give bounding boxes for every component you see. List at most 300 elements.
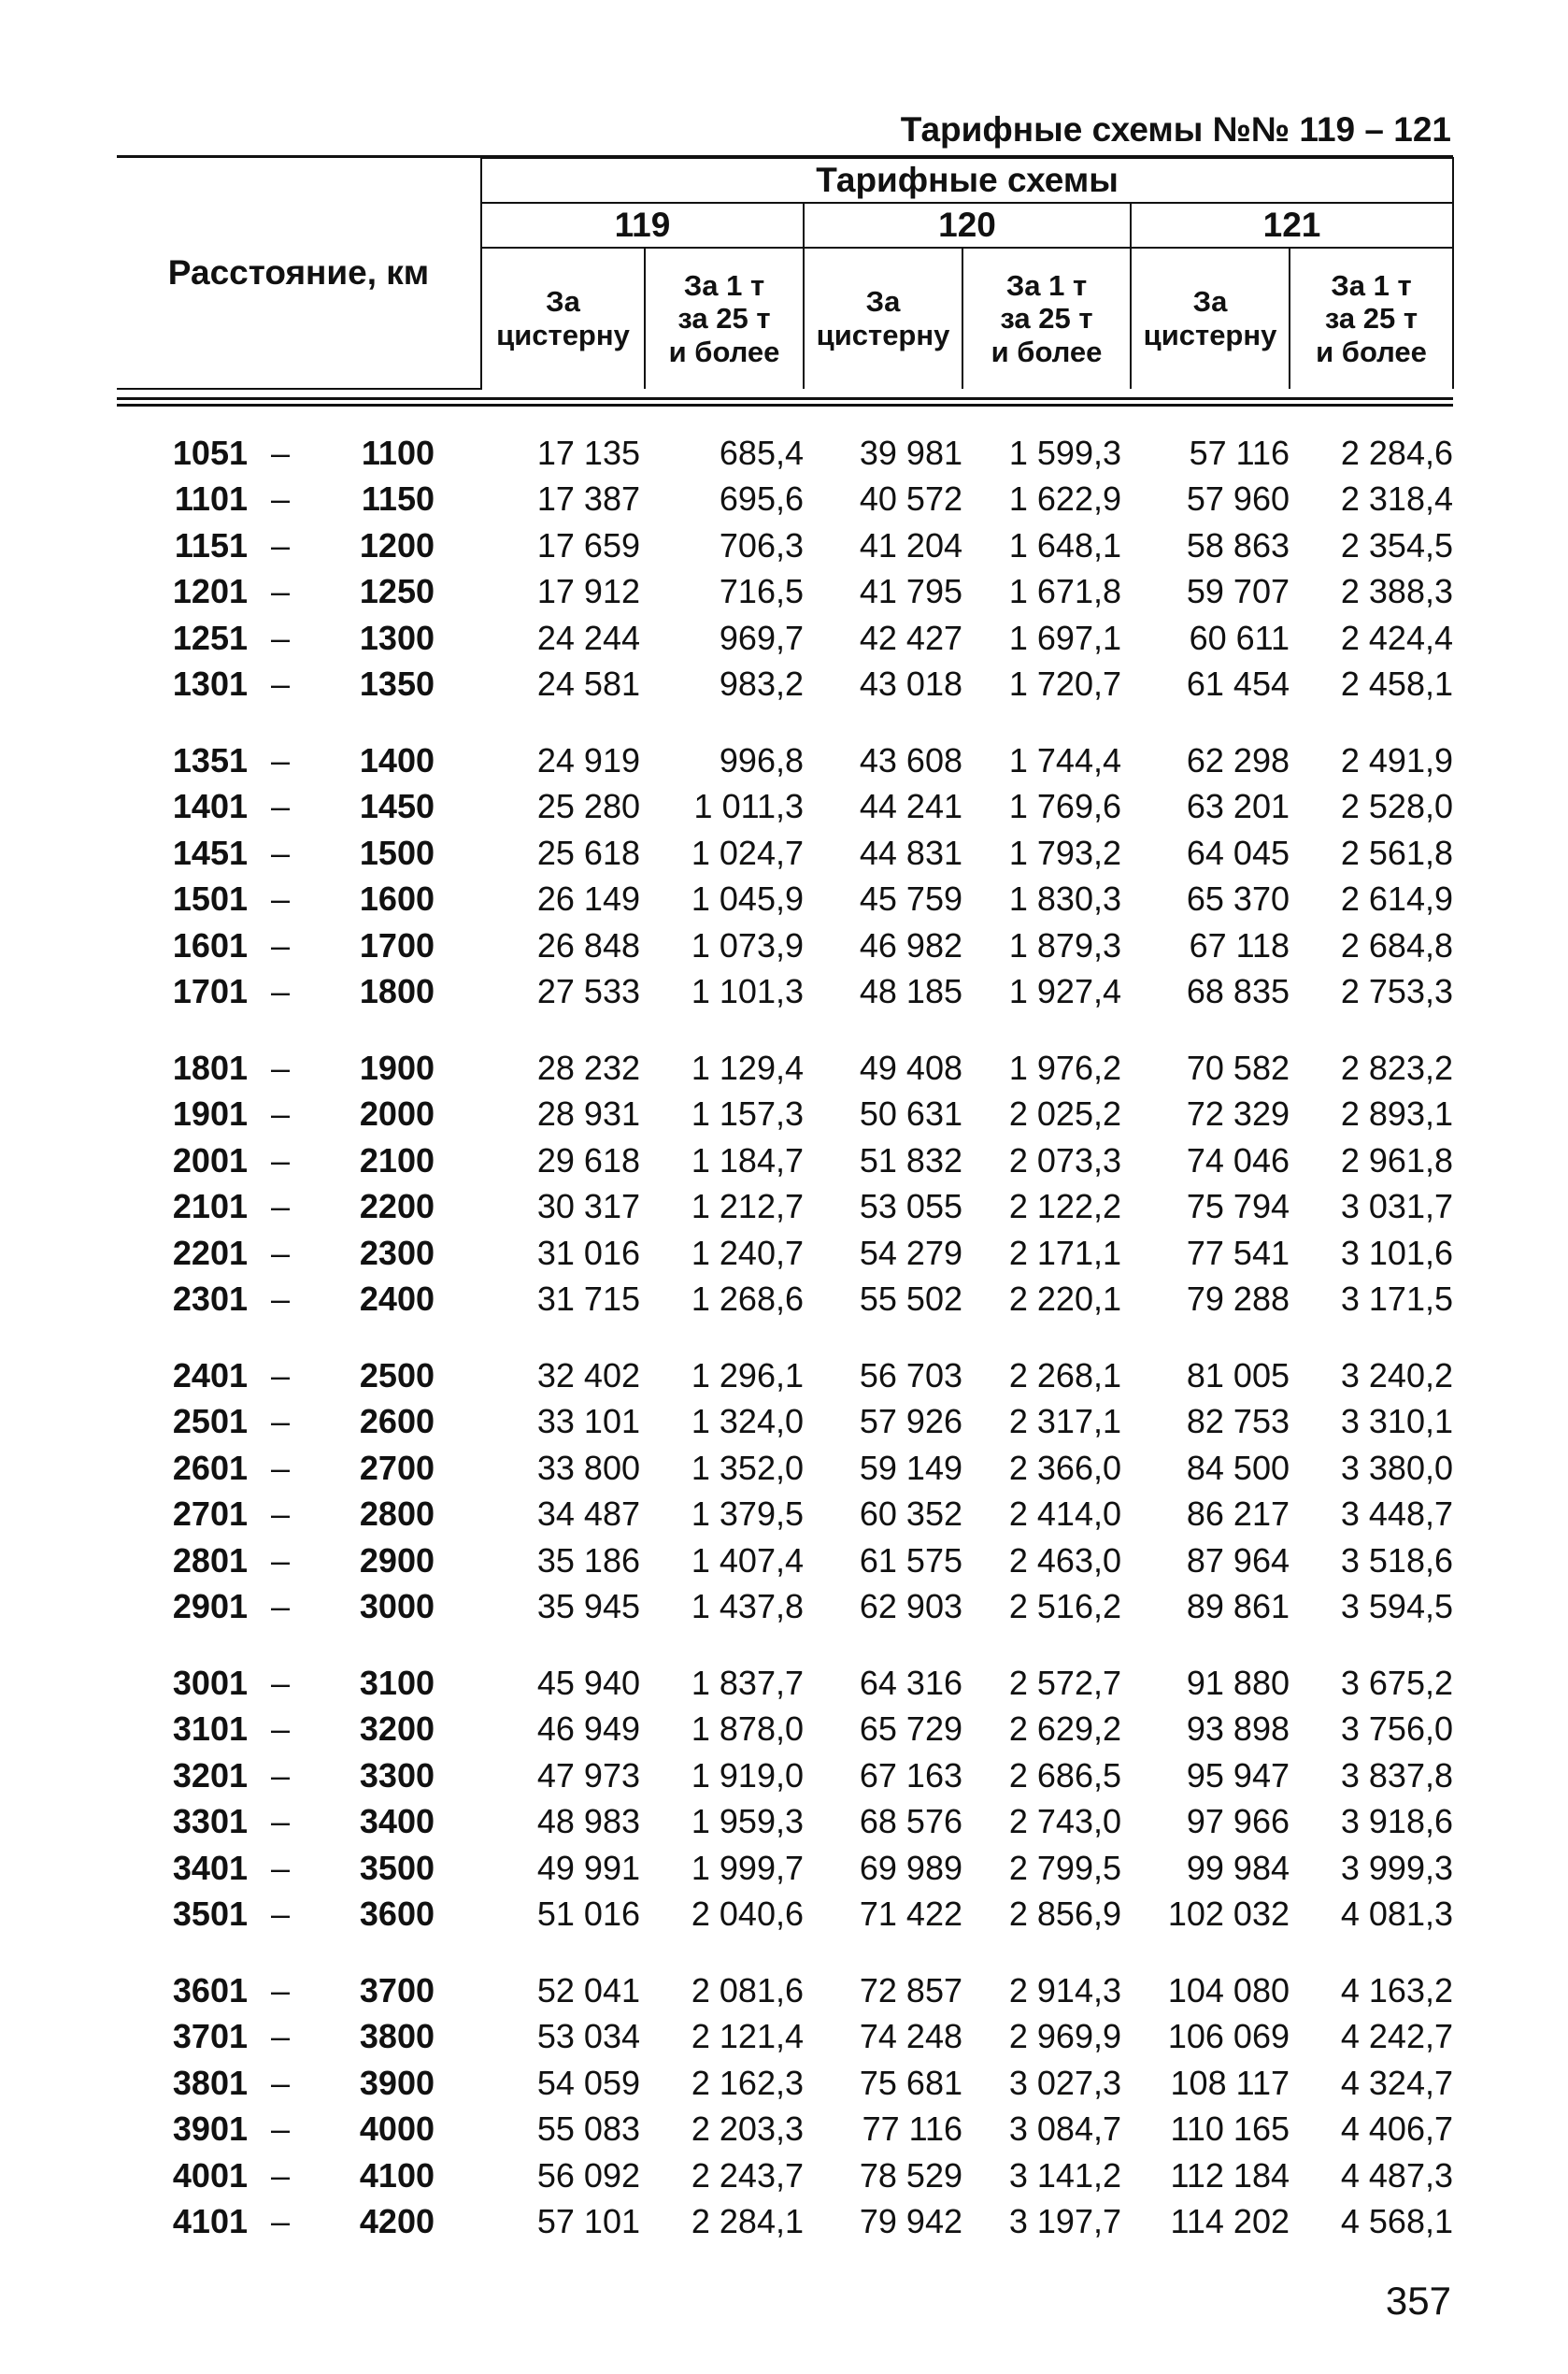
tariff-value: 2 122,2 bbox=[1008, 1187, 1121, 1226]
tariff-value: 89 861 bbox=[1186, 1587, 1290, 1626]
distance-to: 3400 bbox=[359, 1802, 435, 1841]
tariff-value: 25 618 bbox=[536, 833, 640, 872]
tariff-value: 2 561,8 bbox=[1340, 833, 1453, 872]
tariff-value: 35 186 bbox=[536, 1540, 640, 1580]
tariff-value: 93 898 bbox=[1186, 1709, 1290, 1749]
tariff-value: 55 083 bbox=[536, 2109, 640, 2149]
table-row bbox=[117, 615, 1453, 662]
distance-dash: – bbox=[270, 1970, 291, 2009]
distance-from: 1251 bbox=[172, 618, 248, 657]
tariff-value: 104 080 bbox=[1167, 1970, 1290, 2009]
table-row bbox=[117, 1845, 1453, 1892]
table-row bbox=[117, 1660, 1453, 1707]
distance-dash: – bbox=[270, 1233, 291, 1272]
tariff-value: 685,4 bbox=[719, 433, 804, 472]
tariff-value: 3 310,1 bbox=[1340, 1402, 1453, 1441]
tariff-value: 45 940 bbox=[536, 1663, 640, 1702]
distance-dash: – bbox=[270, 2155, 291, 2195]
group-gap bbox=[117, 1323, 1453, 1352]
distance-dash: – bbox=[270, 787, 291, 826]
distance-header: Расстояние, км bbox=[117, 158, 481, 389]
distance-from: 3401 bbox=[172, 1848, 248, 1887]
tariff-value: 2 856,9 bbox=[1008, 1895, 1121, 1934]
tariff-value: 4 163,2 bbox=[1340, 1970, 1453, 2009]
tariff-value: 72 857 bbox=[859, 1970, 962, 2009]
distance-dash: – bbox=[270, 1048, 291, 1087]
distance-to: 4200 bbox=[359, 2202, 435, 2241]
tariff-value: 52 041 bbox=[536, 1970, 640, 2009]
tariff-value: 68 576 bbox=[859, 1802, 962, 1841]
tariff-value: 1 073,9 bbox=[691, 925, 804, 965]
distance-dash: – bbox=[270, 880, 291, 919]
distance-dash: – bbox=[270, 1663, 291, 1702]
table-row bbox=[117, 2152, 1453, 2199]
distance-dash: – bbox=[270, 1709, 291, 1749]
tariff-value: 102 032 bbox=[1167, 1895, 1290, 1934]
tariff-value: 3 027,3 bbox=[1008, 2063, 1121, 2102]
distance-dash: – bbox=[270, 1587, 291, 1626]
tariff-value: 59 707 bbox=[1186, 572, 1290, 611]
tariff-value: 32 402 bbox=[536, 1355, 640, 1394]
tariff-value: 44 831 bbox=[859, 833, 962, 872]
table-row bbox=[117, 2014, 1453, 2061]
tariff-value: 3 918,6 bbox=[1340, 1802, 1453, 1841]
tariff-value: 24 581 bbox=[536, 665, 640, 704]
distance-to: 1500 bbox=[359, 833, 435, 872]
tariff-value: 1 352,0 bbox=[691, 1448, 804, 1487]
tariff-value: 42 427 bbox=[859, 618, 962, 657]
tariff-value: 91 880 bbox=[1186, 1663, 1290, 1702]
tariff-value: 2 268,1 bbox=[1008, 1355, 1121, 1394]
tariff-value: 4 406,7 bbox=[1340, 2109, 1453, 2149]
distance-to: 3100 bbox=[359, 1663, 435, 1702]
tariff-table-body bbox=[117, 430, 1453, 2245]
distance-to: 1250 bbox=[359, 572, 435, 611]
tariff-value: 1 744,4 bbox=[1008, 740, 1121, 779]
distance-from: 2001 bbox=[172, 1140, 248, 1180]
tariff-value: 2 081,6 bbox=[691, 1970, 804, 2009]
distance-to: 2900 bbox=[359, 1540, 435, 1580]
tariff-value: 60 352 bbox=[859, 1494, 962, 1534]
tariff-value: 108 117 bbox=[1170, 2063, 1290, 2102]
distance-to: 1450 bbox=[359, 787, 435, 826]
table-row bbox=[117, 1584, 1453, 1631]
tariff-value: 17 387 bbox=[536, 479, 640, 519]
tariff-value: 78 529 bbox=[859, 2155, 962, 2195]
tariff-value: 79 942 bbox=[859, 2202, 962, 2241]
tariff-value: 3 448,7 bbox=[1340, 1494, 1453, 1534]
table-row bbox=[117, 1492, 1453, 1538]
distance-to: 3800 bbox=[359, 2017, 435, 2056]
tariff-value: 49 408 bbox=[859, 1048, 962, 1087]
tariff-value: 2 171,1 bbox=[1008, 1233, 1121, 1272]
tariff-value: 1 268,6 bbox=[691, 1280, 804, 1319]
tariff-value: 2 961,8 bbox=[1340, 1140, 1453, 1180]
tariff-value: 3 141,2 bbox=[1008, 2155, 1121, 2195]
distance-from: 2801 bbox=[172, 1540, 248, 1580]
distance-to: 2300 bbox=[359, 1233, 435, 1272]
scheme-119-header: 119 bbox=[481, 203, 804, 248]
tariff-value: 2 317,1 bbox=[1008, 1402, 1121, 1441]
tariff-value: 2 969,9 bbox=[1008, 2017, 1121, 2056]
table-row bbox=[117, 1445, 1453, 1492]
tariff-value: 2 073,3 bbox=[1008, 1140, 1121, 1180]
tariff-value: 2 284,6 bbox=[1340, 433, 1453, 472]
tariff-value: 28 931 bbox=[536, 1094, 640, 1134]
distance-to: 1300 bbox=[359, 618, 435, 657]
tariff-value: 2 121,4 bbox=[691, 2017, 804, 2056]
tariff-value: 706,3 bbox=[719, 525, 804, 565]
distance-to: 1900 bbox=[359, 1048, 435, 1087]
table-row bbox=[117, 1967, 1453, 2014]
tariff-value: 63 201 bbox=[1186, 787, 1290, 826]
distance-dash: – bbox=[270, 1895, 291, 1934]
tariff-value: 1 720,7 bbox=[1008, 665, 1121, 704]
table-row bbox=[117, 1399, 1453, 1446]
tariff-value: 1 184,7 bbox=[691, 1140, 804, 1180]
distance-to: 3700 bbox=[359, 1970, 435, 2009]
distance-to: 3900 bbox=[359, 2063, 435, 2102]
tariff-value: 716,5 bbox=[719, 572, 804, 611]
distance-from: 2201 bbox=[172, 1233, 248, 1272]
tariff-value: 3 101,6 bbox=[1340, 1233, 1453, 1272]
distance-from: 2601 bbox=[172, 1448, 248, 1487]
tariff-value: 17 659 bbox=[536, 525, 640, 565]
tariff-value: 64 316 bbox=[859, 1663, 962, 1702]
distance-to: 3000 bbox=[359, 1587, 435, 1626]
distance-to: 3300 bbox=[359, 1755, 435, 1795]
tariff-value: 1 212,7 bbox=[691, 1187, 804, 1226]
tariff-value: 1 837,7 bbox=[691, 1663, 804, 1702]
distance-dash: – bbox=[270, 1402, 291, 1441]
tariff-value: 17 912 bbox=[536, 572, 640, 611]
tariff-value: 2 243,7 bbox=[691, 2155, 804, 2195]
distance-dash: – bbox=[270, 1094, 291, 1134]
distance-dash: – bbox=[270, 972, 291, 1011]
tariff-value: 1 879,3 bbox=[1008, 925, 1121, 965]
table-row bbox=[117, 569, 1453, 616]
tariff-value: 2 629,2 bbox=[1008, 1709, 1121, 1749]
distance-from: 3901 bbox=[172, 2109, 248, 2149]
tariff-value: 35 945 bbox=[536, 1587, 640, 1626]
tariff-table-header bbox=[117, 157, 1454, 390]
table-row bbox=[117, 522, 1453, 569]
distance-from: 1451 bbox=[172, 833, 248, 872]
tariff-value: 2 458,1 bbox=[1340, 665, 1453, 704]
distance-from: 1601 bbox=[172, 925, 248, 965]
tariff-value: 45 759 bbox=[859, 880, 962, 919]
tariff-value: 77 541 bbox=[1186, 1233, 1290, 1272]
tariff-value: 17 135 bbox=[536, 433, 640, 472]
tariff-value: 58 863 bbox=[1186, 525, 1290, 565]
distance-dash: – bbox=[270, 2017, 291, 2056]
tariff-value: 40 572 bbox=[859, 479, 962, 519]
tariff-value: 84 500 bbox=[1186, 1448, 1290, 1487]
tariff-value: 1 671,8 bbox=[1008, 572, 1121, 611]
distance-from: 3301 bbox=[172, 1802, 248, 1841]
distance-to: 1400 bbox=[359, 740, 435, 779]
distance-from: 1101 bbox=[174, 479, 248, 519]
tariff-value: 2 025,2 bbox=[1008, 1094, 1121, 1134]
tariff-value: 53 055 bbox=[859, 1187, 962, 1226]
tariff-value: 2 284,1 bbox=[691, 2202, 804, 2241]
tariff-value: 2 572,7 bbox=[1008, 1663, 1121, 1702]
schemes-header: Тарифные схемы bbox=[481, 158, 1453, 203]
tariff-value: 48 983 bbox=[536, 1802, 640, 1841]
table-row bbox=[117, 2199, 1453, 2246]
table-row bbox=[117, 969, 1453, 1016]
tariff-value: 1 878,0 bbox=[691, 1709, 804, 1749]
tariff-value: 969,7 bbox=[719, 618, 804, 657]
distance-from: 3701 bbox=[172, 2017, 248, 2056]
tariff-value: 31 715 bbox=[536, 1280, 640, 1319]
tariff-value: 95 947 bbox=[1186, 1755, 1290, 1795]
col-tank-119: За цистерну bbox=[481, 248, 645, 389]
distance-dash: – bbox=[270, 1187, 291, 1226]
tariff-value: 55 502 bbox=[859, 1280, 962, 1319]
distance-from: 4101 bbox=[172, 2202, 248, 2241]
tariff-value: 1 324,0 bbox=[691, 1402, 804, 1441]
distance-from: 1801 bbox=[172, 1048, 248, 1087]
tariff-value: 1 379,5 bbox=[691, 1494, 804, 1534]
distance-from: 3601 bbox=[172, 1970, 248, 2009]
tariff-value: 26 848 bbox=[536, 925, 640, 965]
tariff-value: 82 753 bbox=[1186, 1402, 1290, 1441]
tariff-value: 51 016 bbox=[536, 1895, 640, 1934]
tariff-value: 110 165 bbox=[1170, 2109, 1290, 2149]
tariff-value: 2 686,5 bbox=[1008, 1755, 1121, 1795]
tariff-value: 1 437,8 bbox=[691, 1587, 804, 1626]
tariff-value: 3 675,2 bbox=[1340, 1663, 1453, 1702]
tariff-value: 1 011,3 bbox=[693, 787, 804, 826]
tariff-value: 24 919 bbox=[536, 740, 640, 779]
tariff-value: 1 129,4 bbox=[691, 1048, 804, 1087]
distance-to: 2700 bbox=[359, 1448, 435, 1487]
tariff-value: 114 202 bbox=[1170, 2202, 1290, 2241]
tariff-value: 1 830,3 bbox=[1008, 880, 1121, 919]
distance-to: 4100 bbox=[359, 2155, 435, 2195]
distance-dash: – bbox=[270, 740, 291, 779]
tariff-value: 3 197,7 bbox=[1008, 2202, 1121, 2241]
distance-from: 1501 bbox=[172, 880, 248, 919]
table-row bbox=[117, 1352, 1453, 1399]
distance-to: 1150 bbox=[361, 479, 435, 519]
tariff-value: 2 220,1 bbox=[1008, 1280, 1121, 1319]
distance-from: 1701 bbox=[172, 972, 248, 1011]
tariff-value: 1 101,3 bbox=[691, 972, 804, 1011]
tariff-value: 3 594,5 bbox=[1340, 1587, 1453, 1626]
tariff-value: 1 296,1 bbox=[691, 1355, 804, 1394]
table-row bbox=[117, 784, 1453, 831]
distance-from: 2401 bbox=[172, 1355, 248, 1394]
tariff-value: 1 999,7 bbox=[691, 1848, 804, 1887]
page-number: 357 bbox=[1385, 2279, 1451, 2323]
distance-dash: – bbox=[270, 1355, 291, 1394]
distance-dash: – bbox=[270, 433, 291, 472]
table-row bbox=[117, 1092, 1453, 1138]
tariff-value: 2 914,3 bbox=[1008, 1970, 1121, 2009]
distance-dash: – bbox=[270, 1280, 291, 1319]
tariff-value: 4 081,3 bbox=[1340, 1895, 1453, 1934]
distance-dash: – bbox=[270, 1755, 291, 1795]
table-row bbox=[117, 1137, 1453, 1184]
tariff-value: 2 162,3 bbox=[691, 2063, 804, 2102]
distance-from: 3001 bbox=[172, 1663, 248, 1702]
tariff-value: 2 414,0 bbox=[1008, 1494, 1121, 1534]
col-tank-121: За цистерну bbox=[1131, 248, 1290, 389]
tariff-value: 1 793,2 bbox=[1008, 833, 1121, 872]
distance-from: 1051 bbox=[172, 433, 248, 472]
distance-to: 2200 bbox=[359, 1187, 435, 1226]
tariff-value: 2 354,5 bbox=[1340, 525, 1453, 565]
distance-to: 2500 bbox=[359, 1355, 435, 1394]
table-row bbox=[117, 1045, 1453, 1092]
tariff-value: 1 240,7 bbox=[691, 1233, 804, 1272]
tariff-value: 2 753,3 bbox=[1340, 972, 1453, 1011]
table-row bbox=[117, 2060, 1453, 2107]
tariff-value: 2 318,4 bbox=[1340, 479, 1453, 519]
tariff-value: 71 422 bbox=[859, 1895, 962, 1934]
tariff-value: 2 893,1 bbox=[1340, 1094, 1453, 1134]
tariff-value: 47 973 bbox=[536, 1755, 640, 1795]
table-row bbox=[117, 1537, 1453, 1584]
tariff-value: 59 149 bbox=[859, 1448, 962, 1487]
scheme-121-header: 121 bbox=[1131, 203, 1453, 248]
group-gap bbox=[117, 1015, 1453, 1045]
table-row bbox=[117, 1230, 1453, 1277]
tariff-value: 51 832 bbox=[859, 1140, 962, 1180]
distance-dash: – bbox=[270, 833, 291, 872]
distance-dash: – bbox=[270, 525, 291, 565]
table-row bbox=[117, 830, 1453, 877]
tariff-value: 1 919,0 bbox=[691, 1755, 804, 1795]
tariff-value: 2 463,0 bbox=[1008, 1540, 1121, 1580]
table-row bbox=[117, 1892, 1453, 1938]
tariff-value: 53 034 bbox=[536, 2017, 640, 2056]
col-ton-120: За 1 т за 25 т и более bbox=[962, 248, 1131, 389]
tariff-value: 3 171,5 bbox=[1340, 1280, 1453, 1319]
tariff-value: 34 487 bbox=[536, 1494, 640, 1534]
tariff-value: 3 518,6 bbox=[1340, 1540, 1453, 1580]
tariff-value: 2 684,8 bbox=[1340, 925, 1453, 965]
tariff-value: 1 769,6 bbox=[1008, 787, 1121, 826]
distance-to: 1350 bbox=[359, 665, 435, 704]
group-gap bbox=[117, 1938, 1453, 1967]
distance-from: 1901 bbox=[172, 1094, 248, 1134]
tariff-value: 44 241 bbox=[859, 787, 962, 826]
tariff-value: 69 989 bbox=[859, 1848, 962, 1887]
distance-to: 1200 bbox=[359, 525, 435, 565]
distance-dash: – bbox=[270, 1802, 291, 1841]
tariff-value: 43 018 bbox=[859, 665, 962, 704]
tariff-value: 2 040,6 bbox=[691, 1895, 804, 1934]
tariff-value: 1 157,3 bbox=[691, 1094, 804, 1134]
distance-dash: – bbox=[270, 1494, 291, 1534]
distance-dash: – bbox=[270, 1848, 291, 1887]
tariff-value: 983,2 bbox=[719, 665, 804, 704]
distance-to: 2400 bbox=[359, 1280, 435, 1319]
distance-dash: – bbox=[270, 1540, 291, 1580]
distance-from: 3801 bbox=[172, 2063, 248, 2102]
distance-from: 2501 bbox=[172, 1402, 248, 1441]
col-tank-120: За цистерну bbox=[804, 248, 962, 389]
tariff-value: 61 575 bbox=[859, 1540, 962, 1580]
distance-to: 3500 bbox=[359, 1848, 435, 1887]
table-row bbox=[117, 662, 1453, 708]
tariff-value: 79 288 bbox=[1186, 1280, 1290, 1319]
tariff-value: 2 743,0 bbox=[1008, 1802, 1121, 1841]
tariff-value: 54 059 bbox=[536, 2063, 640, 2102]
tariff-value: 112 184 bbox=[1170, 2155, 1290, 2195]
distance-dash: – bbox=[270, 1448, 291, 1487]
tariff-value: 2 203,3 bbox=[691, 2109, 804, 2149]
distance-dash: – bbox=[270, 572, 291, 611]
tariff-value: 4 324,7 bbox=[1340, 2063, 1453, 2102]
table-row bbox=[117, 1707, 1453, 1753]
distance-dash: – bbox=[270, 665, 291, 704]
tariff-value: 68 835 bbox=[1186, 972, 1290, 1011]
tariff-value: 97 966 bbox=[1186, 1802, 1290, 1841]
tariff-value: 1 407,4 bbox=[691, 1540, 804, 1580]
tariff-value: 48 185 bbox=[859, 972, 962, 1011]
distance-from: 2701 bbox=[172, 1494, 248, 1534]
tariff-value: 3 999,3 bbox=[1340, 1848, 1453, 1887]
distance-from: 3501 bbox=[172, 1895, 248, 1934]
tariff-value: 29 618 bbox=[536, 1140, 640, 1180]
tariff-value: 62 903 bbox=[859, 1587, 962, 1626]
tariff-value: 3 031,7 bbox=[1340, 1187, 1453, 1226]
distance-dash: – bbox=[270, 2202, 291, 2241]
tariff-value: 2 424,4 bbox=[1340, 618, 1453, 657]
distance-dash: – bbox=[270, 479, 291, 519]
tariff-value: 996,8 bbox=[719, 740, 804, 779]
tariff-value: 4 568,1 bbox=[1340, 2202, 1453, 2241]
tariff-value: 1 927,4 bbox=[1008, 972, 1121, 1011]
tariff-value: 61 454 bbox=[1186, 665, 1290, 704]
distance-from: 2301 bbox=[172, 1280, 248, 1319]
tariff-value: 4 242,7 bbox=[1340, 2017, 1453, 2056]
tariff-value: 31 016 bbox=[536, 1233, 640, 1272]
tariff-value: 81 005 bbox=[1186, 1355, 1290, 1394]
tariff-value: 77 116 bbox=[862, 2109, 962, 2149]
tariff-value: 3 380,0 bbox=[1340, 1448, 1453, 1487]
group-gap bbox=[117, 1630, 1453, 1660]
distance-dash: – bbox=[270, 1140, 291, 1180]
tariff-value: 2 366,0 bbox=[1008, 1448, 1121, 1487]
distance-to: 1600 bbox=[359, 880, 435, 919]
col-ton-119: За 1 т за 25 т и более bbox=[645, 248, 804, 389]
header-double-rule bbox=[117, 397, 1453, 407]
distance-from: 1151 bbox=[174, 525, 248, 565]
distance-from: 2101 bbox=[172, 1187, 248, 1226]
table-row bbox=[117, 2107, 1453, 2153]
tariff-value: 1 024,7 bbox=[691, 833, 804, 872]
tariff-value: 50 631 bbox=[859, 1094, 962, 1134]
tariff-value: 4 487,3 bbox=[1340, 2155, 1453, 2195]
table-row bbox=[117, 737, 1453, 784]
tariff-value: 3 240,2 bbox=[1340, 1355, 1453, 1394]
tariff-value: 67 118 bbox=[1189, 925, 1290, 965]
distance-dash: – bbox=[270, 2063, 291, 2102]
tariff-value: 106 069 bbox=[1167, 2017, 1290, 2056]
distance-from: 2901 bbox=[172, 1587, 248, 1626]
distance-from: 1401 bbox=[172, 787, 248, 826]
tariff-value: 26 149 bbox=[536, 880, 640, 919]
tariff-value: 2 491,9 bbox=[1340, 740, 1453, 779]
distance-from: 3101 bbox=[172, 1709, 248, 1749]
tariff-value: 74 248 bbox=[859, 2017, 962, 2056]
distance-from: 4001 bbox=[172, 2155, 248, 2195]
